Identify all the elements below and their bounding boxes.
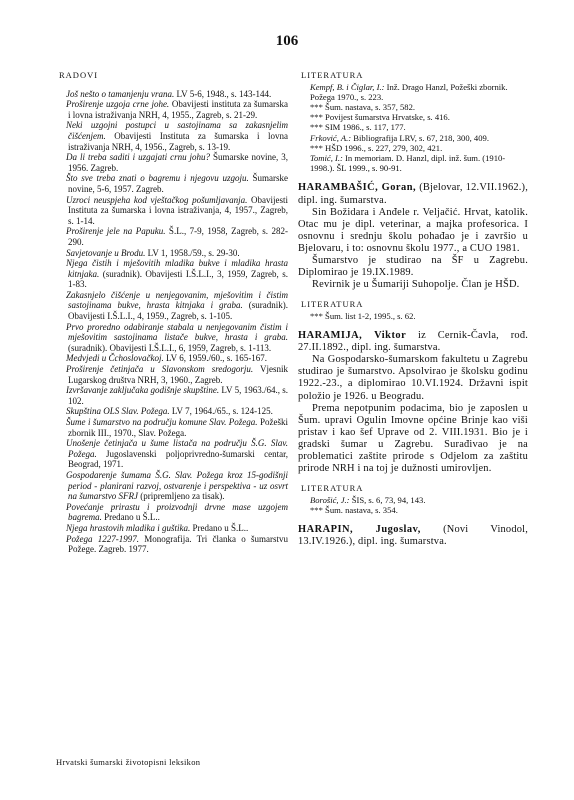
work-title: Proširenje uzgoja crne johe. <box>66 99 170 110</box>
section-heading-radovi: RADOVI <box>59 70 99 80</box>
literature-heading: LITERATURA <box>301 483 364 494</box>
work-title: Da li treba saditi i uzgajati crnu johu? <box>66 152 211 163</box>
bio-header <box>298 182 528 206</box>
works-list <box>56 89 288 555</box>
literature-list <box>298 495 528 515</box>
work-title: Požega 1227-1997. <box>66 533 139 544</box>
work-entry <box>56 226 288 247</box>
literature-source: ŠIS, s. 6, 73, 94, 143. <box>349 494 426 505</box>
work-entry <box>56 258 288 290</box>
bio-paragraph: Prema nepotpunim podacima, bio je zaposlen u Šum. upravi Ogulin Imovne općine Brinje kao viši pristav i kao šef Uprave od 2. VIII.1931. Bio je i gradski šumar u Zagrebu. Surađivao je na problematici zaštite prirode s Odjelom za zaštitu prirode NRH i na toj je dužnosti umirovljen. <box>298 402 528 475</box>
biography-harapin <box>298 524 528 548</box>
work-entry <box>56 152 288 173</box>
work-citation: Požeški zbornik III., 1970., Slav. Požega. <box>68 417 288 438</box>
literature-author: Kempf, B. i Čiglar, I.: <box>310 81 385 92</box>
right-column <box>298 70 528 548</box>
work-citation: Obavijesti instituta za šumarska i lovna istraživanja NRH, 4, 1955., Zagreb, s. 21-29. <box>68 99 288 120</box>
literature-source: *** HŠD 1996., s. 227, 279, 302, 421. <box>310 142 443 153</box>
work-citation: Vjesnik Lugarskog društva NRH, 3, 1960., Zagreb. <box>68 364 288 385</box>
work-citation: LV 7, 1964./65., s. 124-125. <box>169 406 273 417</box>
bio-name: HARAMBAŠIĆ, Goran, <box>298 182 417 194</box>
literature-source: *** Šum. nastava, s. 357, 582. <box>310 102 416 112</box>
work-citation: Predano u Š.L.. <box>190 522 249 533</box>
work-entry <box>56 89 288 100</box>
work-entry <box>56 364 288 385</box>
biography-haramija <box>298 330 528 475</box>
work-citation: (pripremljeno za tisak). <box>138 491 225 502</box>
work-citation: (suradnik). Obavijesti I.Š.L.I., 3, 1959, Zagreb, s. 1-83. <box>68 268 288 290</box>
literature-line: *** Šum. list 1-2, 1995., s. 62. <box>310 310 416 321</box>
work-title: Gospodarenje šumama Š.G. Slav. Požega kroz 15-godišnji period - planirani razvoj, ostvarenje i perspektiva - uz osvrt na šumarstvo SFRJ <box>66 469 288 502</box>
work-entry <box>56 195 288 227</box>
work-title: Proširenje jele na Papuku. <box>66 226 166 237</box>
literature-line <box>298 505 528 515</box>
work-entry <box>56 120 288 152</box>
work-citation: LV 5-6, 1948., s. 143-144. <box>174 88 272 99</box>
left-column <box>56 70 288 555</box>
bio-header-rest: (Novi Vinodol, 13.IV.1926.), dipl. ing. šumarstva. <box>298 524 528 548</box>
literature-line <box>298 112 528 122</box>
work-entry <box>56 322 288 354</box>
literature-line <box>298 122 528 132</box>
bio-header <box>298 524 528 548</box>
work-title: Neki uzgojni postupci u sastojinama sa zakasnjelim čišćenjem. <box>66 120 288 141</box>
bio-paragraph: Šumarstvo je studirao na ŠF u Zagrebu. Diplomirao je 19.IX.1989. <box>298 254 528 279</box>
literature-author: Tomić, I.: <box>310 153 343 164</box>
work-entry <box>56 534 288 555</box>
work-entry <box>56 248 288 259</box>
work-entry <box>56 438 288 470</box>
work-entry <box>56 470 288 502</box>
work-entry <box>56 502 288 523</box>
page-number: 106 <box>275 33 299 49</box>
work-entry <box>56 173 288 194</box>
literature-source: Bibliografija LRV, s. 67, 218, 300, 409. <box>351 132 489 143</box>
literature-line <box>298 153 528 173</box>
bio-paragraph: Revirnik je u Šumariji Suhopolje. Član je HŠD. <box>312 279 520 291</box>
biography-harambasic <box>298 182 528 291</box>
literature-line <box>298 82 528 102</box>
literature-heading: LITERATURA <box>301 299 364 310</box>
work-citation: Šumarske novine, 3, 1956. Zagreb. <box>68 152 289 173</box>
work-citation: (suradnik). Obavijesti I.Š.L.I., 6, 1959, Zagreb, s. 1-113. <box>68 342 272 353</box>
literature-author: Frković, A.: <box>310 132 352 143</box>
work-title: Skupština OLS Slav. Požega. <box>66 406 170 417</box>
work-citation: (suradnik). Obavijesti I.Š.L.I., 4, 1959., Zagreb, s. 1-105. <box>68 300 288 322</box>
work-title: Izvršavanje zaključaka godišnje skupštine. <box>66 385 220 396</box>
work-entry <box>56 417 288 438</box>
bio-name: HARAPIN, Jugoslav, <box>298 524 421 536</box>
work-citation: LV 6, 1959./60., s. 165-167. <box>163 353 267 364</box>
work-title: Uzroci neuspjeha kod vještačkog pošumljavanja. <box>66 194 248 205</box>
work-title: Proširenje četinjača u Slavonskom sredogorju. <box>66 364 254 375</box>
work-citation: Jugoslavenski poljoprivredno-šumarski centar, Beograd, 1971. <box>68 448 288 470</box>
literature-heading: LITERATURA <box>301 70 364 80</box>
work-title: Savjetovanje u Brodu. <box>66 247 146 258</box>
literature-line <box>298 102 528 112</box>
literature-source: Inž. Drago Hanzl, Požeški zbornik. Požega 1970., s. 223. <box>310 81 508 102</box>
bio-name: HARAMIJA, Viktor <box>298 330 407 342</box>
literature-source: In memoriam. D. Hanzl, dipl. inž. šum. (1910-1998.). ŠL 1999., s. 90-91. <box>310 153 506 174</box>
work-title: Još nešto o tamanjenju vrana. <box>66 88 175 99</box>
bio-paragraph: Na Gospodarsko-šumarskom fakultetu u Zagrebu studirao je šumarstvo. Apsolvirao je školsku godinu 1922.-23., a diplomirao 10.VI.1924. Državni ispit položio je 1926. u Beogradu. <box>298 354 528 402</box>
work-title: Što sve treba znati o bagremu i njegovu uzgoju. <box>66 173 249 184</box>
work-entry <box>56 99 288 120</box>
page-footer: Hrvatski šumarski životopisni leksikon <box>56 757 201 767</box>
work-citation: Obavijesti Instituta za šumarska i lovna istraživanja, 4, 1957., Zagreb, s. 1-14. <box>68 194 288 226</box>
work-title: Medvjedi u Čchoslovačkoj. <box>66 353 164 364</box>
bio-paragraph: Sin Božidara i Anđele r. Veljačić. Hrvat, katolik. Otac mu je dipl. veterinar, a majka profesorica. I osnovnu i srednju školu pohađao je i završio u Bjelovaru, i to: osnovnu školu 1977., a CUO 1981. <box>298 206 528 254</box>
work-title: Unošenje četinjača u šume listača na području Š.G. Slav. Požega. <box>66 438 288 459</box>
work-entry <box>56 290 288 322</box>
literature-line <box>298 143 528 153</box>
work-citation: LV 1, 1958./59., s. 29-30. <box>145 247 240 258</box>
literature-author: Borošić, J.: <box>310 494 350 505</box>
work-entry <box>56 523 288 534</box>
work-citation: Predano u Š.L.. <box>101 512 160 523</box>
literature-source: *** Šum. nastava, s. 354. <box>310 504 398 515</box>
work-title: Njega čistih i mješovitih mladika bukve i mladika hrasta kitnjaka. <box>66 258 288 279</box>
work-title: Zakasnjelo čišćenje u nenjegovanim, mješovitim i čistim sastojinama bukve, hrasta kitnjaka i graba. <box>66 289 288 311</box>
bio-header-rest: (Bjelovar, 12.VII.1962.), dipl. ing. šumarstva. <box>298 182 528 206</box>
literature-line <box>298 495 528 505</box>
work-citation: Šumarske novine, 5-6, 1957. Zagreb. <box>68 173 288 194</box>
literature-list <box>298 82 528 174</box>
literature-source: *** Povijest šumarstva Hrvatske, s. 416. <box>310 112 450 123</box>
work-citation: Š.L., 7-9, 1958, Zagreb, s. 282-290. <box>68 226 289 247</box>
work-title: Prvo proredno odabiranje stabala u nenjegovanim čistim i mješovitim sastojinama listače bukve, hrasta i graba. <box>66 321 288 343</box>
work-title: Povećanje prirastu i proizvodnji drvne mase uzgojem bagrema. <box>66 501 288 523</box>
work-citation: LV 5, 1963./64., s. 102. <box>68 385 288 406</box>
work-entry <box>56 385 288 406</box>
literature-line <box>298 133 528 143</box>
work-citation: Obavijesti Instituta za šumarska i lovna istraživanja NRH, 4, 1956., Zagreb, s. 13-19. <box>68 130 288 152</box>
bio-header <box>298 330 528 354</box>
work-title: Njega hrastovih mladika i guštika. <box>66 522 191 533</box>
literature-source: *** SIM 1986., s. 117, 177. <box>310 122 406 133</box>
work-entry <box>56 406 288 417</box>
work-entry <box>56 353 288 364</box>
work-citation: Monografija. Tri članka o šumarstvu Požege. Zagreb. 1977. <box>68 533 288 555</box>
work-title: Šume i šumarstvo na području komune Slav. Požega. <box>66 417 258 427</box>
bio-header-rest: iz Cernik-Čavla, rođ. 27.II.1892., dipl. ing. šumarstva. <box>298 330 529 354</box>
